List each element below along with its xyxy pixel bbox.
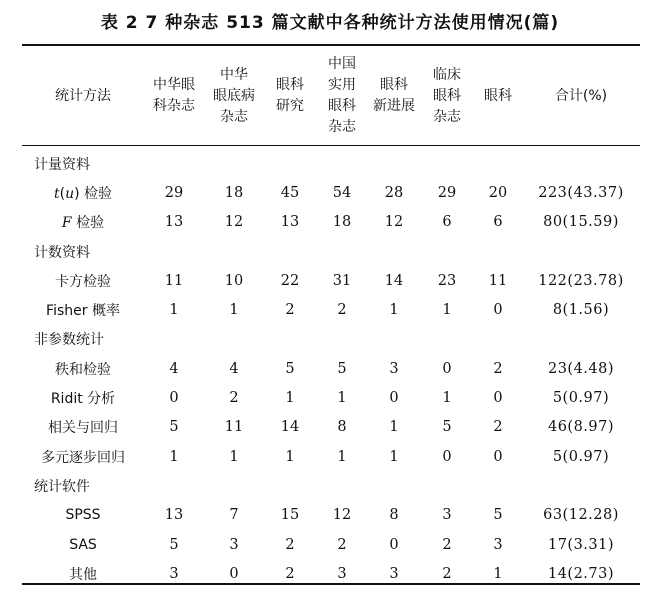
count-cell: 18 bbox=[332, 214, 352, 231]
count-cell: 1 bbox=[169, 302, 179, 319]
count-cell: 1 bbox=[337, 448, 347, 465]
count-cell: 14 bbox=[384, 272, 404, 289]
count-cell: 5 bbox=[169, 536, 179, 553]
total-cell: 63(12.28) bbox=[543, 507, 619, 524]
column-header bbox=[316, 46, 368, 146]
count-cell: 3 bbox=[229, 536, 239, 553]
count-cell: 12 bbox=[384, 214, 404, 231]
method-label: 卡方检验 bbox=[55, 273, 111, 290]
empty-cell bbox=[264, 325, 316, 354]
statistics-table bbox=[22, 46, 640, 588]
count-cell: 29 bbox=[437, 184, 457, 201]
column-header-line: 眼科 bbox=[276, 77, 304, 93]
count-cell: 1 bbox=[169, 448, 179, 465]
empty-cell bbox=[368, 146, 420, 178]
count-cell: 3 bbox=[169, 565, 179, 582]
count-cell: 20 bbox=[488, 184, 508, 201]
column-header-line: 眼底病 bbox=[213, 87, 255, 104]
count-cell: 2 bbox=[285, 302, 295, 319]
method-label: 其他 bbox=[69, 566, 97, 583]
count-cell: 1 bbox=[442, 302, 452, 319]
empty-cell bbox=[264, 146, 316, 178]
section-row bbox=[22, 237, 640, 266]
count-cell: 10 bbox=[224, 272, 244, 289]
total-cell: 223(43.37) bbox=[538, 184, 624, 201]
empty-cell bbox=[474, 325, 522, 354]
empty-cell bbox=[420, 146, 474, 178]
count-cell: 45 bbox=[280, 184, 300, 201]
count-cell: 0 bbox=[493, 448, 503, 465]
count-cell: 31 bbox=[332, 272, 352, 289]
column-header-line: 中国 bbox=[328, 56, 356, 72]
count-cell: 1 bbox=[389, 448, 399, 465]
count-cell: 5 bbox=[493, 507, 503, 524]
section-row bbox=[22, 325, 640, 354]
empty-cell bbox=[368, 237, 420, 266]
empty-cell bbox=[474, 146, 522, 178]
empty-cell bbox=[144, 146, 204, 178]
table-row bbox=[22, 530, 640, 559]
count-cell: 8 bbox=[389, 507, 399, 524]
column-header bbox=[420, 46, 474, 146]
count-cell: 0 bbox=[389, 390, 399, 407]
table-body bbox=[22, 146, 640, 588]
column-header bbox=[474, 46, 522, 146]
total-cell: 46(8.97) bbox=[547, 419, 615, 436]
total-cell: 5(0.97) bbox=[552, 390, 610, 407]
count-cell: 7 bbox=[229, 507, 239, 524]
count-cell: 13 bbox=[280, 214, 300, 231]
method-label: t(u) 检验 bbox=[53, 185, 113, 202]
count-cell: 1 bbox=[285, 448, 295, 465]
count-cell: 1 bbox=[229, 302, 239, 319]
count-cell: 5 bbox=[442, 419, 452, 436]
empty-cell bbox=[474, 237, 522, 266]
total-cell: 80(15.59) bbox=[543, 214, 619, 231]
empty-cell bbox=[368, 471, 420, 500]
column-header-line: 眼科 bbox=[328, 98, 356, 114]
method-label: SPSS bbox=[65, 507, 101, 524]
empty-cell bbox=[204, 471, 264, 500]
column-header-line: 统计方法 bbox=[55, 87, 111, 104]
empty-cell bbox=[144, 471, 204, 500]
count-cell: 3 bbox=[389, 360, 399, 377]
count-cell: 4 bbox=[229, 360, 239, 377]
count-cell: 15 bbox=[280, 507, 300, 524]
count-cell: 1 bbox=[493, 565, 503, 582]
count-cell: 5 bbox=[285, 360, 295, 377]
section-row bbox=[22, 471, 640, 500]
count-cell: 14 bbox=[280, 419, 300, 436]
count-cell: 2 bbox=[285, 565, 295, 582]
column-header bbox=[264, 46, 316, 146]
empty-cell bbox=[264, 237, 316, 266]
count-cell: 2 bbox=[337, 302, 347, 319]
column-header-line: 中华眼 bbox=[153, 77, 195, 93]
count-cell: 22 bbox=[280, 272, 300, 289]
count-cell: 3 bbox=[337, 565, 347, 582]
column-header bbox=[22, 46, 144, 146]
empty-cell bbox=[316, 471, 368, 500]
empty-cell bbox=[522, 325, 640, 354]
column-header-line: 科杂志 bbox=[153, 98, 195, 114]
total-cell: 122(23.78) bbox=[538, 272, 624, 289]
count-cell: 0 bbox=[442, 448, 452, 465]
count-cell: 2 bbox=[493, 419, 503, 436]
count-cell: 18 bbox=[224, 184, 244, 201]
count-cell: 12 bbox=[224, 214, 244, 231]
count-cell: 1 bbox=[389, 419, 399, 436]
count-cell: 12 bbox=[332, 507, 352, 524]
count-cell: 0 bbox=[442, 360, 452, 377]
empty-cell bbox=[420, 471, 474, 500]
method-label: 多元逐步回归 bbox=[41, 449, 125, 466]
count-cell: 2 bbox=[285, 536, 295, 553]
empty-cell bbox=[522, 146, 640, 178]
column-header bbox=[204, 46, 264, 146]
table-row bbox=[22, 501, 640, 530]
count-cell: 2 bbox=[493, 360, 503, 377]
count-cell: 6 bbox=[493, 214, 503, 231]
count-cell: 11 bbox=[164, 272, 184, 289]
empty-cell bbox=[420, 237, 474, 266]
empty-cell bbox=[204, 325, 264, 354]
table-row bbox=[22, 208, 640, 237]
count-cell: 5 bbox=[337, 360, 347, 377]
table-row bbox=[22, 266, 640, 295]
column-header-line: 中华 bbox=[220, 66, 248, 83]
method-label: 秩和检验 bbox=[55, 361, 111, 378]
empty-cell bbox=[316, 237, 368, 266]
column-header bbox=[522, 46, 640, 146]
empty-cell bbox=[474, 471, 522, 500]
count-cell: 0 bbox=[229, 565, 239, 582]
empty-cell bbox=[316, 325, 368, 354]
method-label: F 检验 bbox=[61, 215, 105, 232]
count-cell: 2 bbox=[442, 536, 452, 553]
empty-cell bbox=[522, 471, 640, 500]
count-cell: 13 bbox=[164, 214, 184, 231]
table-caption: 表 2 7 种杂志 513 篇文献中各种统计方法使用情况(篇) bbox=[100, 13, 560, 33]
count-cell: 5 bbox=[169, 419, 179, 436]
count-cell: 54 bbox=[332, 184, 352, 201]
method-label: Ridit 分析 bbox=[50, 391, 116, 408]
count-cell: 2 bbox=[337, 536, 347, 553]
total-cell: 17(3.31) bbox=[547, 536, 615, 553]
empty-cell bbox=[264, 471, 316, 500]
column-header-line: 眼科 bbox=[380, 77, 408, 93]
section-label: 统计软件 bbox=[34, 478, 90, 495]
empty-cell bbox=[420, 325, 474, 354]
count-cell: 8 bbox=[337, 419, 347, 436]
method-label: SAS bbox=[69, 536, 97, 553]
table-row bbox=[22, 295, 640, 324]
total-cell: 5(0.97) bbox=[552, 448, 610, 465]
count-cell: 3 bbox=[389, 565, 399, 582]
table-row bbox=[22, 442, 640, 471]
count-cell: 2 bbox=[229, 390, 239, 407]
empty-cell bbox=[144, 325, 204, 354]
column-header-line: 临床 bbox=[433, 66, 461, 83]
count-cell: 11 bbox=[224, 419, 244, 436]
count-cell: 2 bbox=[442, 565, 452, 582]
empty-cell bbox=[522, 237, 640, 266]
column-header-line: 杂志 bbox=[220, 108, 248, 125]
empty-cell bbox=[368, 325, 420, 354]
count-cell: 11 bbox=[488, 272, 508, 289]
count-cell: 28 bbox=[384, 184, 404, 201]
header-row bbox=[22, 46, 640, 146]
section-label: 计量资料 bbox=[34, 156, 90, 173]
method-label: Fisher 概率 bbox=[46, 303, 120, 320]
column-header-line: 合计(%) bbox=[554, 87, 608, 104]
column-header-line: 实用 bbox=[328, 77, 356, 93]
column-header-line: 新进展 bbox=[373, 98, 415, 114]
section-label: 非参数统计 bbox=[34, 332, 104, 349]
table-row bbox=[22, 178, 640, 207]
empty-cell bbox=[144, 237, 204, 266]
count-cell: 4 bbox=[169, 360, 179, 377]
column-header-line: 杂志 bbox=[433, 108, 461, 125]
column-header bbox=[144, 46, 204, 146]
count-cell: 1 bbox=[337, 390, 347, 407]
count-cell: 0 bbox=[493, 302, 503, 319]
total-cell: 14(2.73) bbox=[547, 565, 615, 582]
count-cell: 0 bbox=[169, 390, 179, 407]
table-row bbox=[22, 383, 640, 412]
count-cell: 1 bbox=[229, 448, 239, 465]
column-header-line: 研究 bbox=[276, 98, 304, 114]
total-cell: 8(1.56) bbox=[552, 302, 610, 319]
method-label: 相关与回归 bbox=[48, 420, 118, 437]
count-cell: 3 bbox=[493, 536, 503, 553]
column-header bbox=[368, 46, 420, 146]
column-header-line: 眼科 bbox=[433, 87, 461, 104]
count-cell: 0 bbox=[493, 390, 503, 407]
count-cell: 29 bbox=[164, 184, 184, 201]
count-cell: 1 bbox=[442, 390, 452, 407]
count-cell: 1 bbox=[285, 390, 295, 407]
table-row bbox=[22, 413, 640, 442]
count-cell: 6 bbox=[442, 214, 452, 231]
table-row bbox=[22, 559, 640, 588]
section-label: 计数资料 bbox=[34, 244, 90, 261]
count-cell: 13 bbox=[164, 507, 184, 524]
section-row bbox=[22, 146, 640, 178]
total-cell: 23(4.48) bbox=[547, 360, 615, 377]
count-cell: 23 bbox=[437, 272, 457, 289]
count-cell: 0 bbox=[389, 536, 399, 553]
count-cell: 1 bbox=[389, 302, 399, 319]
column-header-line: 眼科 bbox=[484, 87, 512, 104]
empty-cell bbox=[204, 237, 264, 266]
empty-cell bbox=[316, 146, 368, 178]
empty-cell bbox=[204, 146, 264, 178]
count-cell: 3 bbox=[442, 507, 452, 524]
column-header-line: 杂志 bbox=[328, 119, 356, 135]
table-row bbox=[22, 354, 640, 383]
